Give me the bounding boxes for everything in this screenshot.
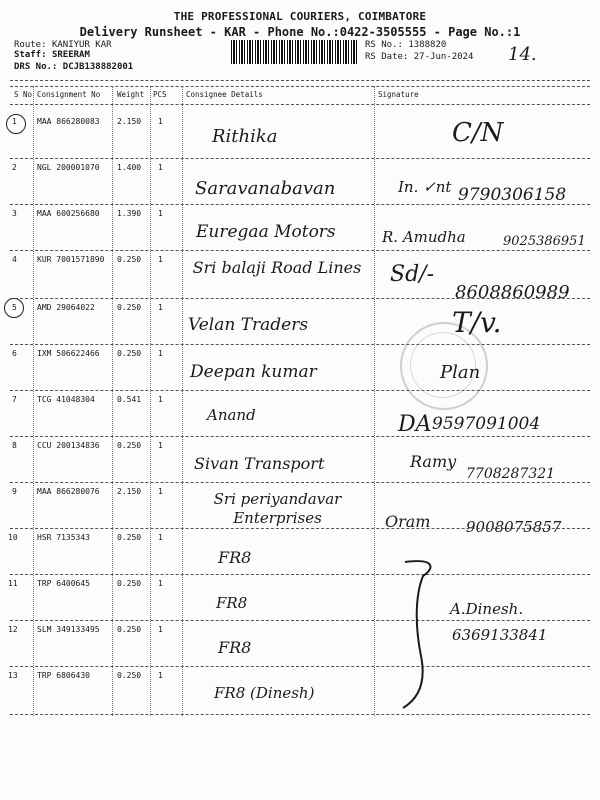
row-pcs: 1	[158, 487, 163, 496]
row-pcs: 1	[158, 117, 163, 126]
row-consignment: TCG 41048304	[37, 395, 95, 404]
row-divider	[10, 344, 590, 345]
row-consignment: MAA 866280083	[37, 117, 100, 126]
row-consignment: HSR 7135343	[37, 533, 90, 542]
row-consignment: MAA 600256680	[37, 209, 100, 218]
row-signature: Plan	[440, 362, 481, 383]
row-signature: In. ✓nt	[398, 178, 452, 196]
row-divider	[10, 250, 590, 251]
row-sno: 10	[8, 533, 18, 542]
row-consignment: MAA 866280076	[37, 487, 100, 496]
runsheet-title: THE PROFESSIONAL COURIERS, COIMBATORE	[173, 10, 427, 23]
row-signature: Oram	[385, 512, 431, 531]
row-sno: 5	[12, 303, 17, 312]
row-phone: 9597091004	[432, 414, 541, 434]
row-sno: 2	[12, 163, 17, 172]
header-divider	[10, 80, 590, 81]
row-pcs: 1	[158, 255, 163, 264]
row-signature: R. Amudha	[382, 228, 466, 246]
row-consignee: Saravanabavan	[195, 178, 336, 199]
row-sno: 3	[12, 209, 17, 218]
row-consignee: FR8	[218, 638, 252, 657]
row-signature: Ramy	[410, 452, 457, 471]
row-pcs: 1	[158, 441, 163, 450]
row-sno: 4	[12, 255, 17, 264]
row-pcs: 1	[158, 533, 163, 542]
row-divider	[10, 482, 590, 483]
row-weight: 1.400	[117, 163, 142, 172]
row-pcs: 1	[158, 671, 163, 680]
col-weight: Weight	[117, 90, 145, 99]
row-signature: DA	[398, 412, 432, 437]
column-divider	[374, 86, 375, 716]
row-consignee: FR8	[216, 594, 248, 612]
runsheet-subtitle: Delivery Runsheet - KAR - Phone No.:0422-3505555 - Page No.:1	[79, 25, 521, 39]
row-consignee: Deepan kumar	[190, 362, 317, 382]
route-line: Route: KANIYUR KAR	[14, 40, 112, 50]
row-weight: 0.250	[117, 441, 142, 450]
row-divider	[10, 390, 590, 391]
row-consignee: Euregaa Motors	[196, 222, 336, 242]
col-pcs: PCS	[153, 90, 167, 99]
row-consignment: NGL 200001070	[37, 163, 100, 172]
row-weight: 0.250	[117, 671, 142, 680]
row-pcs: 1	[158, 303, 163, 312]
row-signature: A.Dinesh.	[450, 600, 524, 618]
rs-number: RS No.: 1388820	[365, 40, 447, 50]
row-consignment: TRP 6806430	[37, 671, 90, 680]
row-consignment: CCU 200134836	[37, 441, 100, 450]
header-divider	[10, 86, 590, 87]
row-consignee: FR8 (Dinesh)	[214, 684, 315, 702]
row-pcs: 1	[158, 209, 163, 218]
row-weight: 0.541	[117, 395, 142, 404]
row-sno: 7	[12, 395, 17, 404]
row-pcs: 1	[158, 349, 163, 358]
row-divider	[10, 528, 590, 529]
row-phone: 9790306158	[458, 185, 567, 205]
row-consignee: Sri periyandavar Enterprises	[213, 490, 342, 527]
row-weight: 1.390	[117, 209, 142, 218]
drs-line: DRS No.: DCJB138882001	[14, 62, 134, 72]
row-pcs: 1	[158, 395, 163, 404]
row-divider	[10, 666, 590, 667]
row-consignment: AMD 29064022	[37, 303, 95, 312]
column-divider	[150, 86, 151, 716]
column-divider	[33, 86, 34, 716]
row-divider	[10, 574, 590, 575]
staff-value: SREERAM	[51, 50, 90, 60]
row-consignee: Velan Traders	[188, 315, 309, 335]
col-consignee: Consignee Details	[186, 90, 263, 99]
col-consignment: Consignment No	[37, 90, 101, 99]
row-consignee: Sivan Transport	[194, 454, 325, 473]
row-consignee: Anand	[207, 406, 256, 424]
row-weight: 0.250	[117, 533, 142, 542]
staff-line: Staff: SREERAM	[14, 50, 90, 60]
col-signature: Signature	[378, 90, 419, 99]
row-divider	[10, 204, 590, 205]
row-sno: 13	[8, 671, 18, 680]
row-pcs: 1	[158, 579, 163, 588]
row-phone: 6369133841	[452, 626, 548, 644]
row-consignee: Sri balaji Road Lines	[192, 258, 362, 277]
row-divider	[10, 298, 590, 299]
row-weight: 0.250	[117, 625, 142, 634]
row-divider	[10, 158, 590, 159]
rs-date: RS Date: 27-Jun-2024	[365, 52, 474, 62]
drs-value: DCJB138882001	[62, 62, 134, 72]
row-phone: 9008075857	[466, 518, 562, 536]
barcode	[231, 40, 359, 64]
row-phone: 9025386951	[503, 234, 586, 249]
row-consignment: SLM 349133495	[37, 625, 100, 634]
col-sno: S No	[14, 90, 33, 99]
row-phone: 7708287321	[466, 466, 556, 482]
row-consignee: FR8	[218, 548, 252, 567]
row-weight: 0.250	[117, 579, 142, 588]
row-divider	[10, 620, 590, 621]
row-weight: 0.250	[117, 255, 142, 264]
row-sno: 11	[8, 579, 18, 588]
row-sno: 6	[12, 349, 17, 358]
row-sno: 8	[12, 441, 17, 450]
bracket-stroke	[395, 556, 455, 716]
header-divider	[10, 104, 590, 105]
row-signature: Sd/-	[390, 262, 434, 287]
column-divider	[112, 86, 113, 716]
row-divider	[10, 436, 590, 437]
row-sno: 9	[12, 487, 17, 496]
column-divider	[182, 86, 183, 716]
row-consignment: TRP 6400645	[37, 579, 90, 588]
row-pcs: 1	[158, 163, 163, 172]
row-consignee: Rithika	[212, 126, 278, 147]
route-value: KANIYUR KAR	[51, 40, 112, 50]
row-weight: 2.150	[117, 117, 142, 126]
row-pcs: 1	[158, 625, 163, 634]
row-divider	[10, 714, 590, 715]
row-consignment: IXM 506622466	[37, 349, 100, 358]
row-sno: 1	[12, 117, 17, 126]
row-sno: 12	[8, 625, 18, 634]
row-phone: 8608860989	[455, 282, 570, 303]
row-weight: 2.150	[117, 487, 142, 496]
row-weight: 0.250	[117, 349, 142, 358]
row-consignment: KUR 7001571890	[37, 255, 105, 264]
handwritten-count: 14.	[508, 44, 537, 65]
row-signature: T/v.	[452, 306, 502, 339]
row-weight: 0.250	[117, 303, 142, 312]
row-signature: C/N	[452, 118, 504, 148]
